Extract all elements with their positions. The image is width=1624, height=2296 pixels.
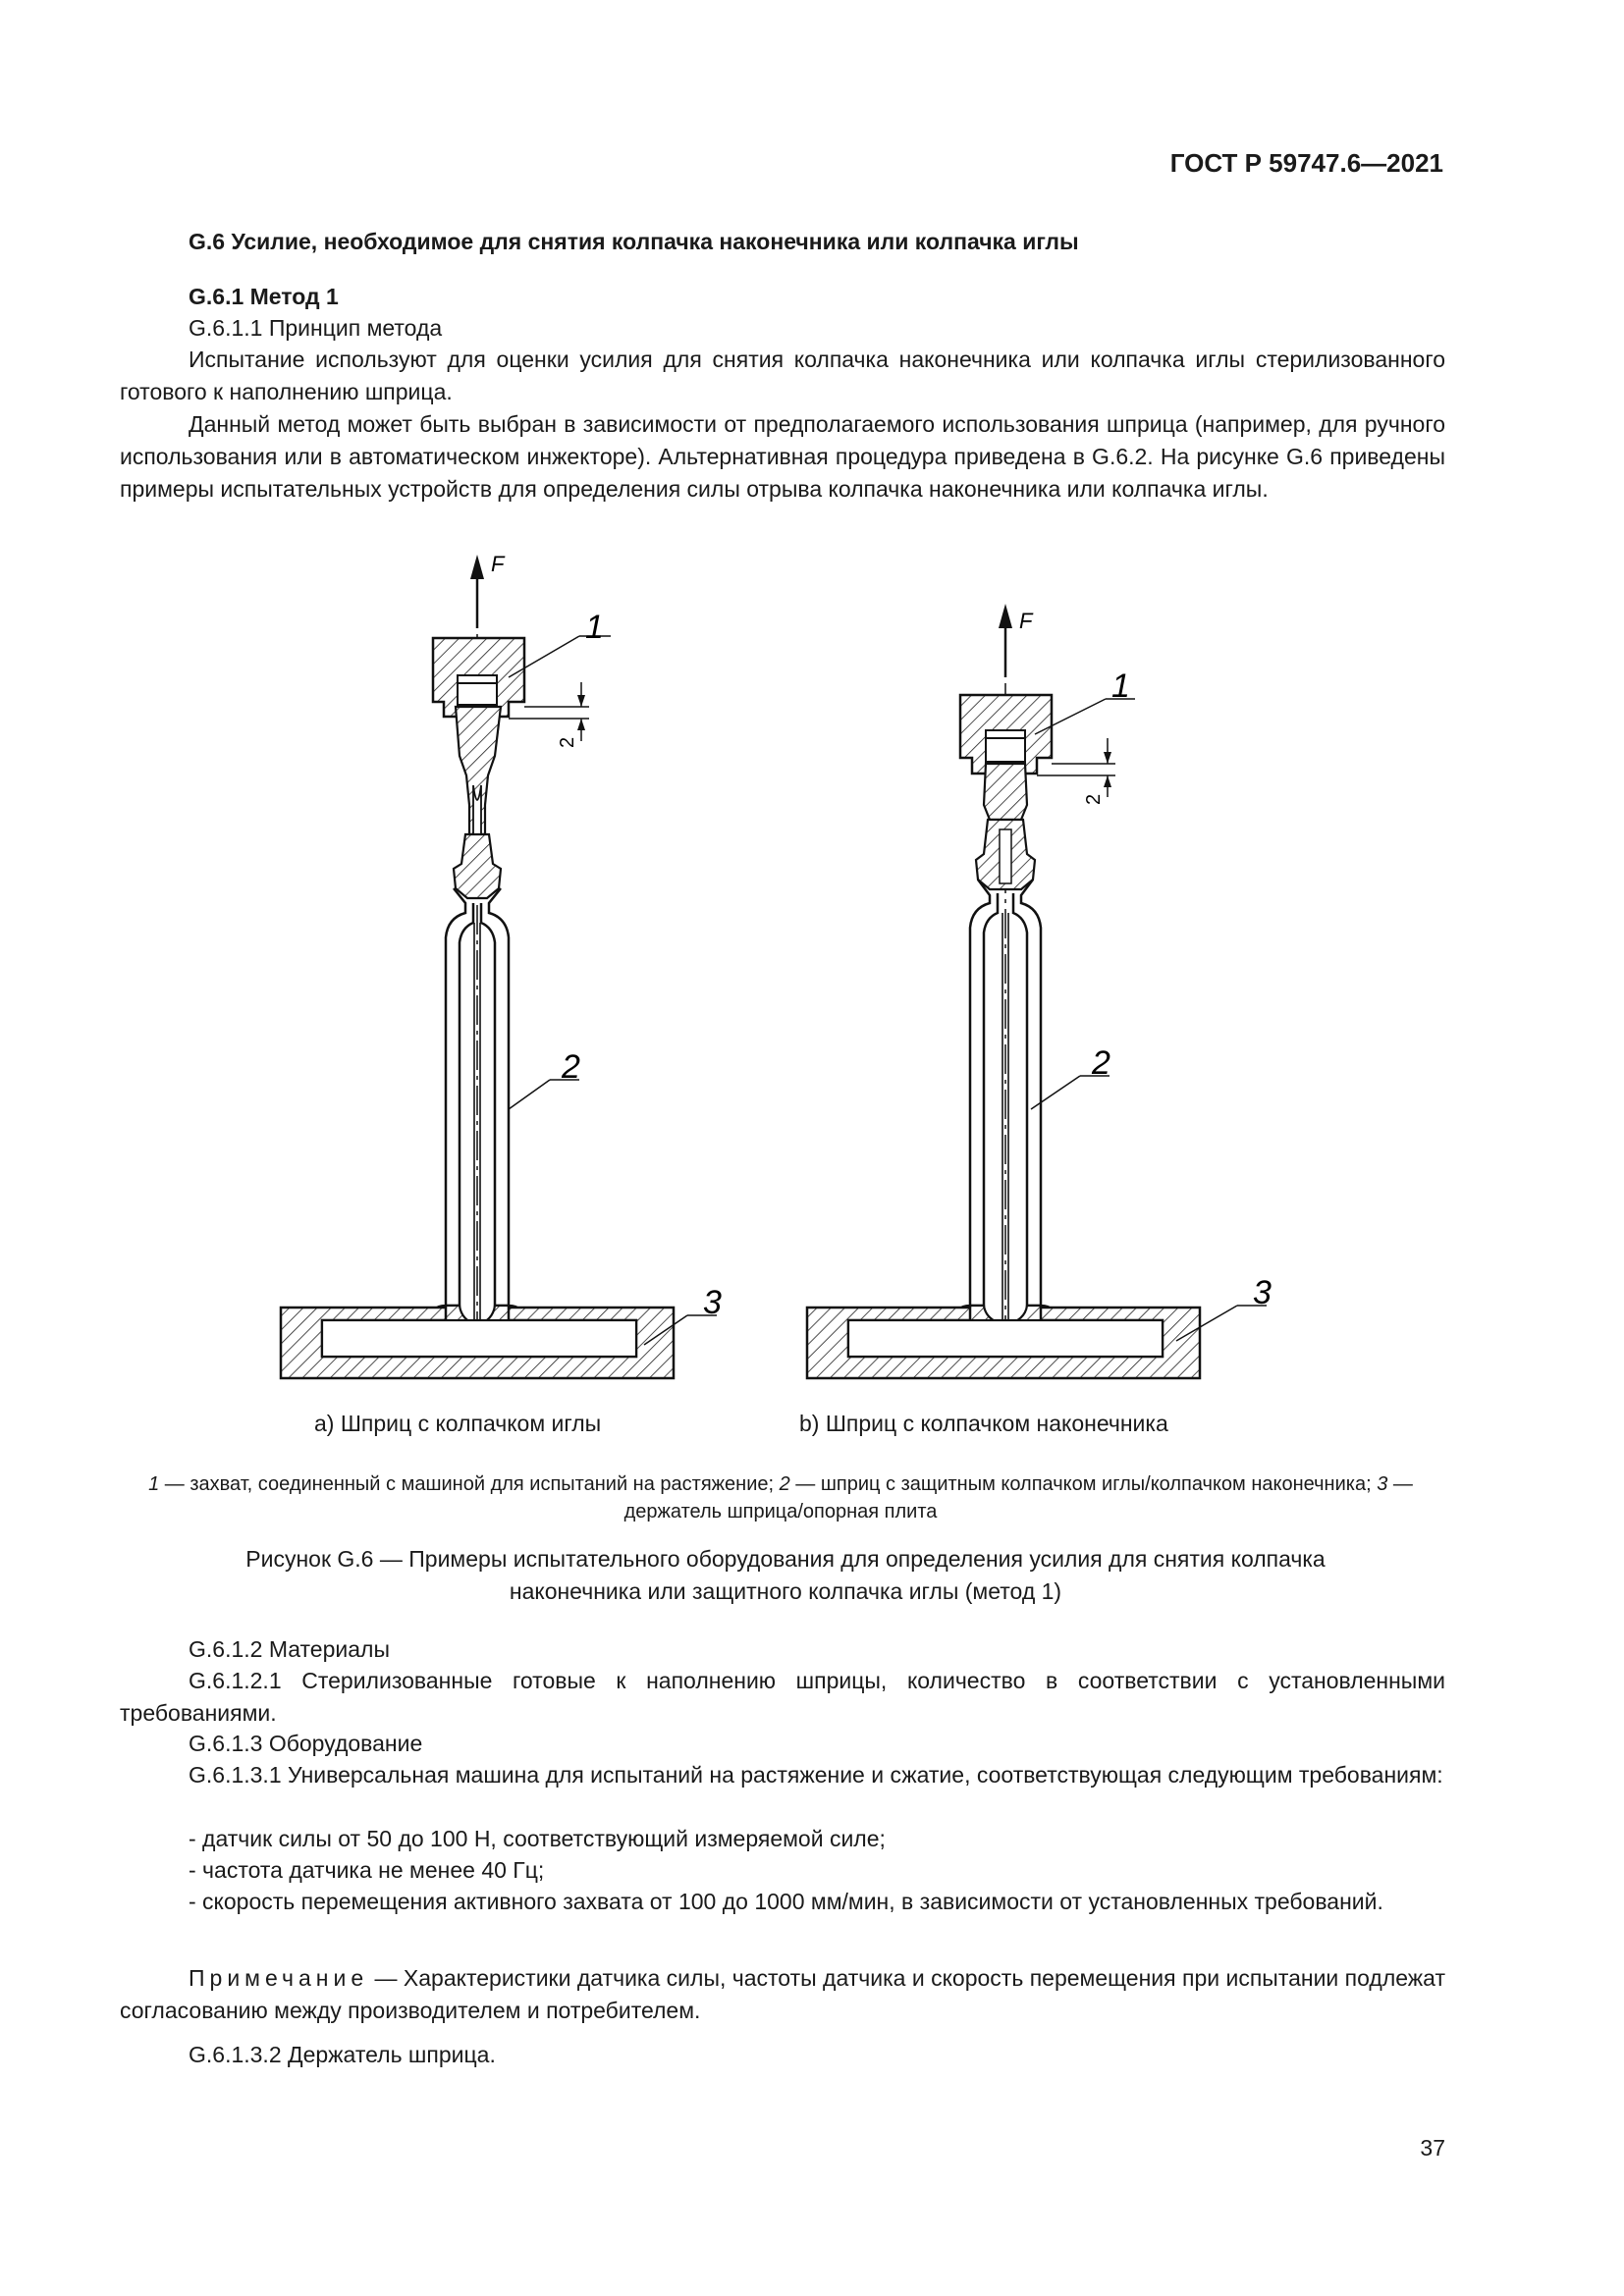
callout-2-right: 2 [1092,1044,1110,1082]
callout-3-left: 3 [703,1284,722,1321]
caption-a: a) Шприц с колпачком иглы [314,1411,602,1436]
paragraph-principle: Испытание используют для оценки усилия для снятия колпачка наконечника или колпачка иглы стерилизованного готового к наполнению шприца. [120,347,1445,404]
section-title: G.6 Усилие, необходимое для снятия колпачка наконечника или колпачка иглы [189,229,1079,254]
materials-item: G.6.1.2.1 Стерилизованные готовые к наполнению шприцы, количество в соответствии с установленными требованиями. [120,1668,1445,1726]
caption-b: b) Шприц с колпачком наконечника [799,1411,1168,1436]
syringe-holder-item: G.6.1.3.2 Держатель шприца. [189,2042,496,2067]
force-arrow-left [470,555,484,579]
page-number: 37 [1420,2135,1445,2161]
note-text: — Характеристики датчика силы, частоты датчика и скорость перемещения при испытании подлежат согласованию между производителем и потребителем. [120,1965,1445,2023]
figure-title: Рисунок G.6 — Примеры испытательного оборудования для определения усилия для снятия колпачка наконечника или защитного колпачка иглы (метод 1) [245,1546,1326,1604]
note-label: Примечание [189,1965,369,1991]
legend-key-3: 3 [1377,1473,1388,1495]
figure-legend [147,1470,1414,1525]
equipment-bullet-2: - частота датчика не менее 40 Гц; [189,1857,545,1883]
callout-1-right: 1 [1111,667,1130,705]
force-label-right: F [1019,609,1033,633]
gap-dimension-right: 2 [1083,793,1105,805]
equipment-note [120,1962,1445,2027]
figure-b-tip-cap-syringe [807,604,1272,1378]
callout-1-left: 1 [585,609,604,646]
legend-key-1: 1 [148,1473,160,1495]
equipment-title: G.6.1.3 Оборудование [189,1731,423,1756]
equipment-bullet-3: - скорость перемещения активного захвата от 100 до 1000 мм/мин, в зависимости от установленных требований. [189,1889,1383,1914]
principle-title: G.6.1.1 Принцип метода [189,315,443,341]
materials-title: G.6.1.2 Материалы [189,1636,390,1662]
figure-a-needle-cap-syringe [281,552,722,1378]
figure-g6-drawing [0,530,1624,1463]
force-label-left: F [491,552,505,576]
document-standard-number: ГОСТ Р 59747.6—2021 [1169,148,1443,178]
gap-dimension-left: 2 [557,736,578,748]
equipment-bullet-1: - датчик силы от 50 до 100 Н, соответствующий измеряемой силе; [189,1826,886,1851]
callout-3-right: 3 [1253,1274,1272,1311]
paragraph-method-choice: Данный метод может быть выбран в зависимости от предполагаемого использования шприца (например, для ручного использования или в автоматическом инжекторе). Альтернативная процедура приведена в G.6.2. На рисунке G.6 приведены примеры испытательных устройств для определения силы отрыва колпачка наконечника или колпачка иглы. [120,411,1445,502]
legend-text-2: — шприц с защитным колпачком иглы/колпачком наконечника; [789,1473,1378,1495]
legend-key-2: 2 [779,1473,790,1495]
equipment-item: G.6.1.3.1 Универсальная машина для испытаний на растяжение и сжатие, соответствующая следующим требованиям: [189,1762,1443,1788]
callout-2-left: 2 [562,1048,580,1086]
legend-text-1: — захват, соединенный с машиной для испытаний на растяжение; [159,1473,780,1495]
legend-text-3: — держатель шприца/опорная плита [623,1473,1413,1522]
method-title: G.6.1 Метод 1 [189,284,339,309]
force-arrow-right [999,604,1012,628]
